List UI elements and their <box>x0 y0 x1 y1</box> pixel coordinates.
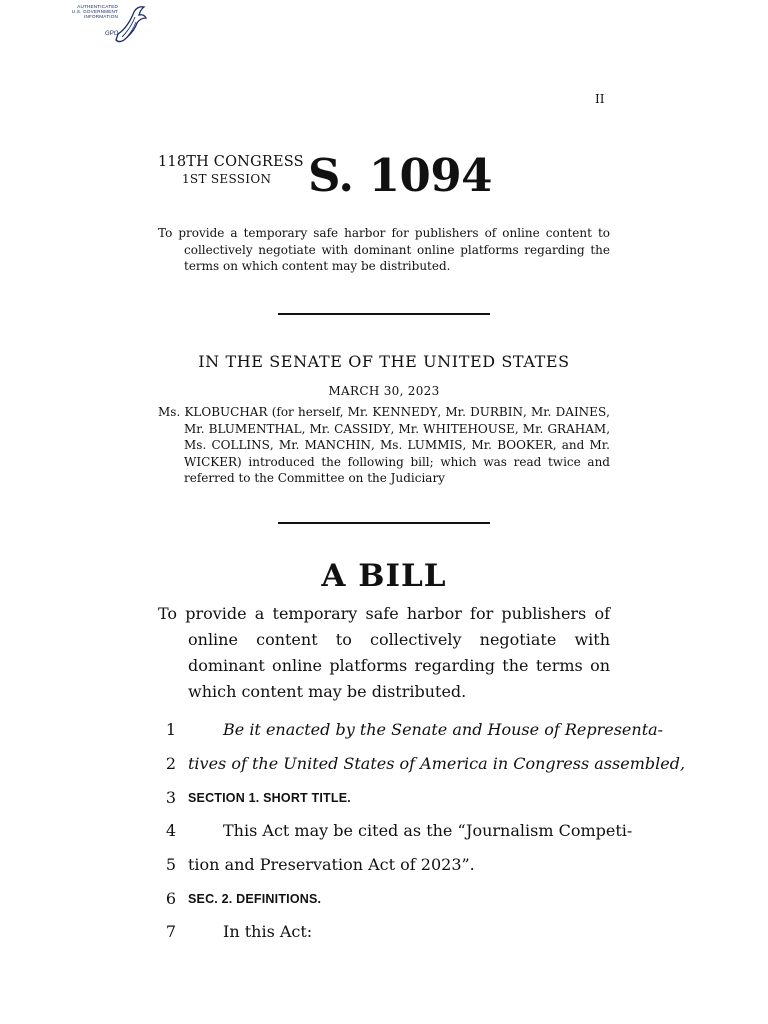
sponsor-name: BLUMENTHAL <box>208 421 302 436</box>
chamber-heading: IN THE SENATE OF THE UNITED STATES <box>198 352 570 371</box>
sponsor-name: KLOBUCHAR <box>184 405 268 419</box>
bill-heading: A BILL <box>321 558 447 594</box>
line-number: 6 <box>165 889 176 908</box>
page-mark: II <box>595 92 605 106</box>
sponsor-text: , Mr. <box>462 438 498 452</box>
sponsor-text: , Mr. <box>522 405 556 419</box>
sponsor-name: DAINES <box>555 405 607 419</box>
sponsor-name: MANCHIN <box>304 438 371 452</box>
line-number: 7 <box>165 922 176 941</box>
line-number: 1 <box>165 720 176 739</box>
sponsor-text: , Mr. <box>184 405 610 436</box>
sponsor-text: , Ms. <box>370 438 408 452</box>
congress-label: 118TH CONGRESS <box>158 154 304 170</box>
sponsor-name: KENNEDY <box>372 405 438 419</box>
sponsor-text: , Mr. <box>301 421 335 436</box>
sponsor-text: , Mr. <box>390 421 424 436</box>
sponsor-text: ) introduced the following bill; which was read twice and referred to the Committee on the Judiciary <box>184 454 610 485</box>
sponsor-name: WICKER <box>184 454 238 469</box>
sponsor-text: (for herself, Mr. <box>267 405 373 419</box>
seal-text-line: AUTHENTICATED <box>77 4 118 9</box>
sponsor-text: , Mr. <box>514 421 548 436</box>
sponsor-text: , and Mr. <box>552 438 610 452</box>
sponsor-text: , Mr. <box>437 405 471 419</box>
text-line: This Act may be cited as the “Journalism Competi- <box>223 821 633 840</box>
line-number: 2 <box>165 754 176 773</box>
introduction-date: MARCH 30, 2023 <box>328 384 440 398</box>
sponsor-name: DURBIN <box>470 405 523 419</box>
seal-gpo-text: GPO <box>105 31 119 37</box>
gpo-authentication-seal <box>62 4 146 48</box>
sponsor-title: Ms. <box>158 405 181 419</box>
enacting-clause-line: tives of the United States of America in Congress assembled, <box>188 754 686 773</box>
divider <box>278 313 490 315</box>
bill-purpose: To provide a temporary safe harbor for publishers of online content to collectively negotiate with dominant online platforms regarding the terms on which content may be distributed. <box>158 604 610 701</box>
sponsor-text: , Ms. <box>184 421 611 452</box>
eagle-icon <box>114 4 148 48</box>
bill-summary: To provide a temporary safe harbor for publishers of online content to collectively negotiate with dominant online platforms regarding the terms on which content may be distributed. <box>158 226 610 273</box>
sponsor-name: GRAHAM <box>547 421 607 436</box>
text-line: tion and Preservation Act of 2023”. <box>188 855 475 874</box>
sponsor-name: LUMMIS <box>407 438 463 452</box>
line-number: 3 <box>165 788 176 807</box>
sponsor-name: WHITEHOUSE <box>423 421 515 436</box>
divider <box>278 522 490 524</box>
enacting-clause-line: Be it enacted by the Senate and House of Representa- <box>223 720 664 739</box>
seal-text-line: INFORMATION <box>83 14 118 19</box>
sponsor-text: , Mr. <box>269 438 305 452</box>
sponsor-name: BOOKER <box>497 438 553 452</box>
sponsor-name: COLLINS <box>211 438 270 452</box>
sponsor-name: CASSIDY <box>334 421 391 436</box>
session-label: 1ST SESSION <box>182 172 272 186</box>
text-line: In this Act: <box>223 922 313 941</box>
line-number: 4 <box>165 821 176 840</box>
section-heading: SEC. 2. DEFINITIONS. <box>188 892 322 906</box>
seal-text-line: U.S. GOVERNMENT <box>71 9 118 14</box>
sponsors-paragraph <box>158 404 610 487</box>
section-heading: SECTION 1. SHORT TITLE. <box>188 791 351 805</box>
line-number: 5 <box>165 855 176 874</box>
bill-number: S. 1094 <box>308 149 492 202</box>
